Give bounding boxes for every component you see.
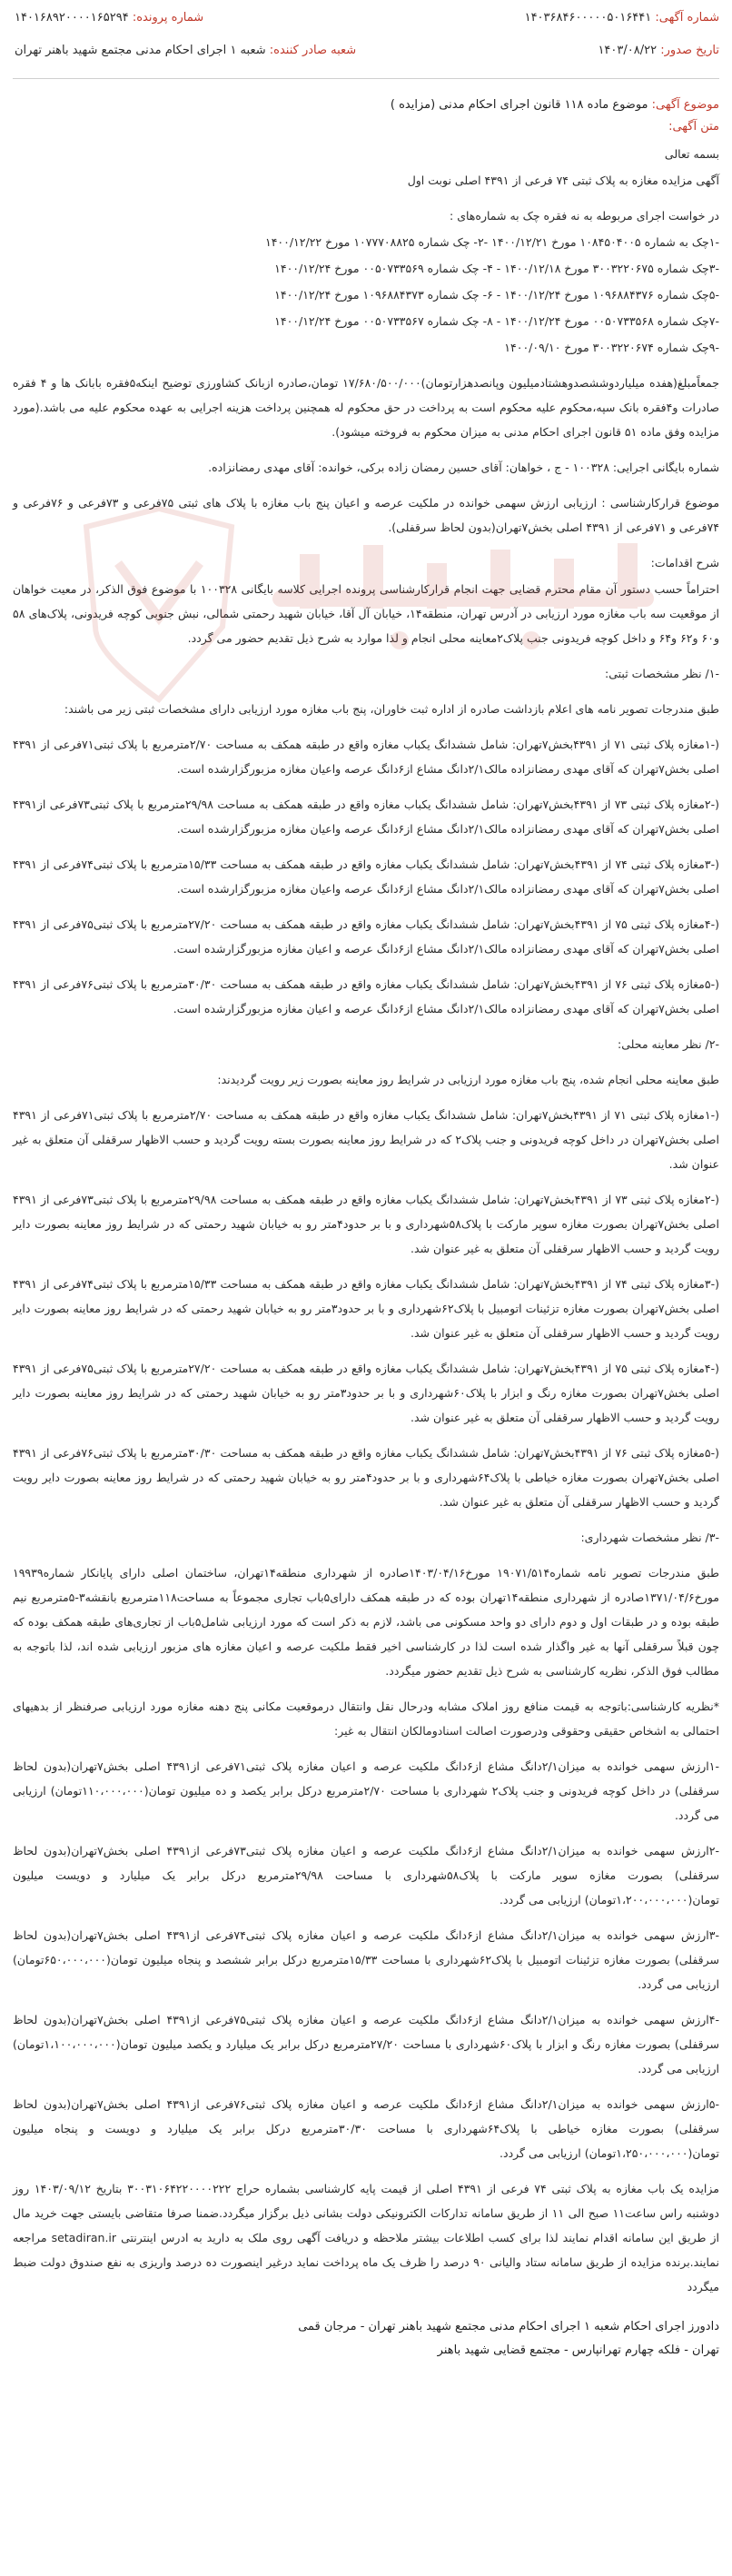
notice-paragraph: -۳ارزش سهمی خوانده به میزان۲/۱دانگ مشاع از۶دانگ ملکیت عرصه و اعیان مغازه پلاک ثبتی۷۴فرعی از۴۳۹۱ اصلی بخش۷تهران(بدون لحاظ سرقفلی) بصورت مغازه تزئینات اتومبیل با پلاک۶۲شهرداری با مساحت ۱۵/۳۳مترمربع درکل برابر ششصد و پنجاه میلیون تومان(۶۵۰،۰۰۰،۰۰۰تومان) ارزیابی می گردد. (13, 1928, 719, 1991)
notice-footer (0, 2310, 732, 2363)
notice-body (0, 138, 732, 2299)
notice-paragraph: (-۵مغازه پلاک ثبتی ۷۶ از ۴۳۹۱بخش۷تهران: شامل ششدانگ یکباب مغازه واقع در طبقه همکف به مساحت ۳۰/۳۰مترمربع با پلاک ثبتی۷۶فرعی از ۴۳۹۱ اصلی بخش۷تهران بصورت مغازه خیاطی با پلاک۶۴شهرداری و با بر حدود۴متر رو به خیابان شهید رحمتی که در شرایط روز معاینه بصورت دایر رویت گردید و حسب الاظهار سرقفلی آن متعلق به غیر عنوان شد. (13, 1446, 719, 1509)
notice-paragraph: -۲ارزش سهمی خوانده به میزان۲/۱دانگ مشاع از۶دانگ ملکیت عرصه و اعیان مغازه پلاک ثبتی۷۳فرعی از۴۳۹۱ اصلی بخش۷تهران(بدون لحاظ سرقفلی) بصورت مغازه سوپر مارکت با پلاک۵۸شهرداری با مساحت ۲۹/۹۸مترمربع درکل برابر یک میلیارد و دویست میلیون تومان(۱،۲۰۰،۰۰۰،۰۰۰تومان) ارزیابی می گردد. (13, 1844, 719, 1907)
notice-paragraph: (-۱مغازه پلاک ثبتی ۷۱ از ۴۳۹۱بخش۷تهران: شامل ششدانگ یکباب مغازه واقع در طبقه همکف به مساحت ۲/۷۰مترمربع با پلاک ثبتی۷۱فرعی از ۴۳۹۱ اصلی بخش۷تهران که آقای مهدی رمضانزاده مالک۲/۱دانگ مشاع از۶دانگ عرصه واعیان مغازه مزبورگزارشده است. (13, 738, 719, 776)
notice-paragraph: -۳/ نظر مشخصات شهرداری: (580, 1531, 719, 1544)
issue-date-value: ۱۴۰۳/۰۸/۲۲ (598, 44, 658, 57)
notice-paragraph: طبق مندرجات تصویر نامه شماره۱۹۰۷۱/۵۱۴ مورخ۱۴۰۳/۰۴/۱۶صادره از شهرداری منطقه۱۴تهران، ساختمان اصلی دارای پایانکار شماره۱۹۹۳۹ مورخ۱۳۷۱/۰۴/۶صادره از شهرداری منطقه۱۴تهران بوده که در طبقه همکف دارای۵باب تجاری مجموعاً به مساحت۱۱۸مترمربع بانقشه۳-۵مترمربع نیم طبقه بوده و در طبقات اول و دوم دارای دو واحد مسکونی می باشد، لازم به ذکر است که مورد ارزیابی شامل۵باب از تجاری‌های طبقه همکف بوده که چون قبلاً سرقفلی آنها به غیر واگذار شده است لذا در کارشناسی اخیر فقط ملکیت عرصه و اعیان مغازه های مزبور ارزیابی شده اند، لذا باتوجه به مطالب فوق الذکر، نظریه کارشناسی به شرح ذیل تقدیم حضور میگردد. (13, 1566, 720, 1678)
case-number-value: ۱۴۰۱۶۸۹۲۰۰۰۰۱۶۵۲۹۴ (15, 11, 129, 25)
notice-paragraph: -۱/ نظر مشخصات ثبتی: (605, 667, 719, 680)
notice-meta (0, 94, 732, 138)
case-number-label: شماره پرونده: (132, 11, 204, 25)
notice-paragraph: -۴ارزش سهمی خوانده به میزان۲/۱دانگ مشاع از۶دانگ ملکیت عرصه و اعیان مغازه پلاک ثبتی۷۵فرعی از۴۳۹۱ اصلی بخش۷تهران(بدون لحاظ سرقفلی) بصورت مغازه رنگ و ابزار با پلاک۶۰شهرداری با مساحت ۲۷/۲۰مترمربع درکل برابر یک میلیارد و یکصد میلیون تومان(۱،۱۰۰،۰۰۰،۰۰۰تومان) ارزیابی می گردد. (13, 2013, 719, 2076)
notice-paragraph: *نظریه کارشناسی:باتوجه به قیمت منافع روز املاک مشابه ودرحال نقل وانتقال درموقعیت مکانی پنج دهنه مغازه مورد ارزیابی صرفنظر از بدهیهای احتمالی به اشخاص حقیقی وحقوقی ودرصورت اصالت اسنادومالکان انتقال به غیر: (13, 1699, 719, 1738)
notice-paragraph: آگهی مزایده مغازه به پلاک ثبتی ۷۴ فرعی از ۴۳۹۱ اصلی نوبت اول (407, 173, 719, 187)
notice-paragraph: شرح اقدامات: (650, 556, 719, 570)
notice-paragraph: (-۴مغازه پلاک ثبتی ۷۵ از ۴۳۹۱بخش۷تهران: شامل ششدانگ یکباب مغازه واقع در طبقه همکف به مساحت ۲۷/۲۰مترمربع با پلاک ثبتی۷۵فرعی از ۴۳۹۱ اصلی بخش۷تهران بصورت مغازه رنگ و ابزار با پلاک۶۰شهرداری و با بر حدود۳متر رو به خیابان شهید رحمتی که در شرایط روز معاینه بصورت دایر رویت گردید و حسب الاظهار سرقفلی آن متعلق به غیر عنوان شد. (13, 1362, 719, 1424)
notice-paragraph: در خواست اجرای مربوطه به نه فقره چک به شماره‌های : (450, 209, 719, 223)
notice-paragraph: جمعاًمبلغ(هفده میلیاردوششصدوهشتادمیلیون وپانصدهزارتومان)۱۷/۶۸۰/۵۰۰/۰۰۰ تومان،صادره ازبانک کشاورزی توضیح اینکه۵فقره بابانک ها و ۴ فقره صادرات و۴فقره بانک سپه،محکوم علیه محکوم است به پرداخت در حق محکوم له همچنین پرداخت هزینه اجرایی به عهده محکوم علیه می باشد.(مورد مزایده وفق ماده ۵۱ قانون اجرای احکام مدنی به میزان محکوم به فروخته میشود). (13, 376, 719, 439)
notice-number-value: ۱۴۰۳۶۸۴۶۰۰۰۰۰۵۰۱۶۴۴۱ (524, 11, 652, 25)
issuing-branch-value: شعبه ۱ اجرای احکام مدنی مجتمع شهید باهنر تهران (15, 44, 266, 57)
notice-paragraph: (-۱مغازه پلاک ثبتی ۷۱ از ۴۳۹۱بخش۷تهران: شامل ششدانگ یکباب مغازه واقع در طبقه همکف به مساحت ۲/۷۰مترمربع با پلاک ثبتی۷۱فرعی از ۴۳۹۱ اصلی بخش۷تهران در داخل کوچه فریدونی و جنب پلاک۲ که در شرایط روز معاینه بصورت بسته رویت گردید و حسب الاظهار سرقفلی آن متعلق به غیر عنوان شد. (13, 1108, 719, 1171)
notice-paragraph: -۵ارزش سهمی خوانده به میزان۲/۱دانگ مشاع از۶دانگ ملکیت عرصه و اعیان مغازه پلاک ثبتی۷۶فرعی از۴۳۹۱ اصلی بخش۷تهران(بدون لحاظ سرقفلی) بصورت مغازه خیاطی با پلاک۶۴شهرداری با مساحت ۳۰/۳۰مترمربع درکل برابر یک میلیارد و دویست و پنجاه میلیون تومان(۱،۲۵۰،۰۰۰،۰۰۰تومان) ارزیابی می گردد. (13, 2097, 720, 2160)
notice-number-label: شماره آگهی: (655, 11, 719, 25)
notice-paragraph: احتراماً حسب دستور آن مقام محترم قضایی جهت انجام قرارکارشناسی پرونده اجرایی کلاسه بایگانی ۱۰۰۳۲۸ با موضوع فوق الذکر، در معیت خواهان از موقعیت سه باب مغازه مورد ارزیابی در آدرس تهران، منطقه۱۴، خیابان آل آقا، خیابان شهید رحمتی شمالی، نبش جنوبی کوچه فریدونی، پلاک‌های ۵۸ و۶۰ و۶۲ و۶۴ و داخل کوچه فریدونی جنب پلاک۲معاینه محلی انجام و لذا موارد به شرح ذیل تقدیم حضور می گردد. (13, 582, 719, 645)
notice-paragraph: (-۲مغازه پلاک ثبتی ۷۳ از ۴۳۹۱بخش۷تهران: شامل ششدانگ یکباب مغازه واقع در طبقه همکف به مساحت ۲۹/۹۸مترمربع با پلاک ثبتی۷۳فرعی از۴۳۹۱ اصلی بخش۷تهران که آقای مهدی رمضانزاده مالک۲/۱دانگ مشاع از۶دانگ عرصه واعیان مغازه مزبورگزارشده است. (13, 798, 719, 836)
notice-paragraph: -۵چک شماره ۱۰۹۶۸۸۴۳۷۶ مورخ ۱۴۰۰/۱۲/۲۴ - ۶- چک شماره ۱۰۹۶۸۸۴۳۷۳ مورخ ۱۴۰۰/۱۲/۲۴ (274, 288, 719, 302)
court-address-line: تهران - فلکه چهارم تهرانپارس - مجتمع قضایی شهید باهنر (437, 2343, 719, 2357)
notice-subject-label: موضوع آگهی: (651, 98, 719, 112)
notice-paragraph: -۳چک شماره ۳۰۰۳۲۲۰۶۷۵ مورخ ۱۴۰۰/۱۲/۱۸ - ۴- چک شماره ۰۰۵۰۷۳۳۵۶۹ مورخ ۱۴۰۰/۱۲/۲۴ (274, 262, 719, 275)
issuing-branch-label: شعبه صادر کننده: (269, 44, 357, 57)
notice-paragraph: طبق مندرجات تصویر نامه های اعلام بازداشت صادره از اداره ثبت خاوران، پنج باب مغازه مورد ارزیابی دارای مشخصات ثبتی زیر می باشند: (64, 702, 719, 716)
notice-paragraph: شماره بایگانی اجرایی: ۱۰۰۳۲۸ - ج ، خواهان: آقای حسین رمضان زاده برکی، خوانده: آقای مهدی رمضانزاده. (208, 461, 719, 474)
notice-paragraph: (-۳مغازه پلاک ثبتی ۷۴ از ۴۳۹۱بخش۷تهران: شامل ششدانگ یکباب مغازه واقع در طبقه همکف به مساحت ۱۵/۳۳مترمربع با پلاک ثبتی۷۴فرعی از ۴۳۹۱ اصلی بخش۷تهران که آقای مهدی رمضانزاده مالک۲/۱دانگ مشاع از۶دانگ عرصه واعیان مغازه مزبورگزارشده است. (13, 857, 719, 896)
notice-number (525, 11, 719, 25)
notice-paragraph: طبق معاینه محلی انجام شده، پنج باب مغازه مورد ارزیابی در شرایط روز معاینه بصورت زیر رویت گردیدند: (217, 1073, 719, 1086)
notice-paragraph: (-۲مغازه پلاک ثبتی ۷۳ از ۴۳۹۱بخش۷تهران: شامل ششدانگ یکباب مغازه واقع در طبقه همکف به مساحت ۲۹/۹۸مترمربع با پلاک ثبتی۷۳فرعی از ۴۳۹۱ اصلی بخش۷تهران بصورت مغازه سوپر مارکت با پلاک۵۸شهرداری و با بر حدود۴متر رو به خیابان شهید رحمتی که در شرایط روز معاینه بصورت دایر رویت گردید و حسب الاظهار سرقفلی آن متعلق به غیر عنوان شد. (13, 1193, 720, 1255)
notice-text-label: متن آگهی: (668, 120, 719, 134)
notice-paragraph: موضوع قرارکارشناسی : ارزیابی ارزش سهمی خوانده در ملکیت عرصه و اعیان پنج باب مغازه با پلاک های ثبتی ۷۵فرعی و ۷۳فرعی و ۷۶فرعی و ۷۴فرعی و ۷۱فرعی از ۴۳۹۱ اصلی بخش۷تهران(بدون لحاظ سرقفلی). (13, 496, 720, 534)
case-number (15, 11, 203, 25)
notice-subject (13, 94, 719, 116)
notice-paragraph: -۲/ نظر معاینه محلی: (617, 1037, 719, 1051)
notice-paragraph: (-۵مغازه پلاک ثبتی ۷۶ از ۴۳۹۱بخش۷تهران: شامل ششدانگ یکباب مغازه واقع در طبقه همکف به مساحت ۳۰/۳۰مترمربع با پلاک ثبتی۷۶فرعی از ۴۳۹۱ اصلی بخش۷تهران که آقای مهدی رمضانزاده مالک۲/۱دانگ مشاع از۶دانگ عرصه و اعیان مغازه مزبورگزارشده است. (13, 977, 719, 1016)
issuing-branch (15, 44, 356, 57)
issue-date (598, 44, 719, 57)
header-divider (13, 78, 719, 79)
notice-paragraph: مزایده یک باب مغازه به پلاک ثبتی ۷۴ فرعی از ۴۳۹۱ اصلی از قیمت پایه کارشناسی بشماره حراج ۳۰۰۳۱۰۶۴۲۲۰۰۰۰۲۲۲ بتاریخ ۱۴۰۳/۰۹/۱۲ روز دوشنبه راس ساعت۱۱ صبح الی ۱۱ از طریق سامانه تدارکات الکترونیکی دولت بشانی ذیل برگزار میگردد.ضمنا صرفا متقاضی بایستی جهت خرید مال از طریق این سامانه اقدام نمایند لذا برای کسب اطلاعات بیشتر ملاحظه و دریافت آگهی روی ملک به دارید به ادرس اینترنتی setadiran.ir مراجعه نمایند.برنده مزایده از طریق سامانه ستاد والیانی ۹۰ درصد را ظرف یک ماه پرداخت نماید درغیر اینصورت ده درصد واریزی به نفع صندوق دولت ضبط میگردد (13, 2182, 720, 2294)
enforcement-officer-line: دادورز اجرای احکام شعبه ۱ اجرای احکام مدنی مجتمع شهید باهنر تهران - مرجان قمی (298, 2320, 719, 2333)
notice-paragraph: بسمه تعالی (664, 147, 719, 161)
notice-paragraph: -۱چک به شماره ۱۰۸۴۵۰۴۰۰۵ مورخ ۱۴۰۰/۱۲/۲۱ -۲- چک شماره ۱۰۷۷۷۰۸۸۲۵ مورخ ۱۴۰۰/۱۲/۲۲ (264, 235, 719, 249)
notice-paragraph: (-۴مغازه پلاک ثبتی ۷۵ از ۴۳۹۱بخش۷تهران: شامل ششدانگ یکباب مغازه واقع در طبقه همکف به مساحت ۲۷/۲۰مترمربع با پلاک ثبتی۷۵فرعی از ۴۳۹۱ اصلی بخش۷تهران که آقای مهدی رمضانزاده مالک۲/۱دانگ مشاع از۶دانگ عرصه و اعیان مغازه مزبورگزارشده است. (13, 917, 719, 956)
notice-header (0, 0, 732, 94)
notice-paragraph: (-۳مغازه پلاک ثبتی ۷۴ از ۴۳۹۱بخش۷تهران: شامل ششدانگ یکباب مغازه واقع در طبقه همکف به مساحت ۱۵/۳۳مترمربع با پلاک ثبتی۷۴فرعی از ۴۳۹۱ اصلی بخش۷تهران بصورت مغازه تزئینات اتومبیل با پلاک۶۲شهرداری و با بر حدود۳متر رو به خیابان شهید رحمتی که در شرایط روز معاینه بصورت دایر رویت گردید و حسب الاظهار سرقفلی آن متعلق به غیر عنوان شد. (13, 1277, 719, 1340)
notice-subject-value: موضوع ماده ۱۱۸ قانون اجرای احکام مدنی (مزایده ) (390, 98, 648, 112)
notice-paragraph: -۱ارزش سهمی خوانده به میزان۲/۱دانگ مشاع از۶دانگ ملکیت عرصه و اعیان مغازه پلاک ثبتی۷۱فرعی از۴۳۹۱ اصلی بخش۷تهران(بدون لحاظ سرقفلی) در داخل کوچه فریدونی و جنب پلاک۲ شهرداری با مساحت ۲/۷۰مترمربع درکل برابر یکصد و ده میلیون تومان(۱۱۰،۰۰۰،۰۰۰تومان) ارزیابی می گردد. (13, 1759, 719, 1822)
notice-paragraph: -۷چک شماره ۰۰۵۰۷۳۳۵۶۸ مورخ ۱۴۰۰/۱۲/۲۴ - ۸- چک شماره ۰۰۵۰۷۳۳۵۶۷ مورخ ۱۴۰۰/۱۲/۲۴ (274, 314, 719, 328)
notice-paragraph: -۹چک شماره ۳۰۰۳۲۲۰۶۷۴ مورخ ۱۴۰۰/۰۹/۱۰ (504, 341, 719, 354)
issue-date-label: تاریخ صدور: (660, 44, 719, 57)
